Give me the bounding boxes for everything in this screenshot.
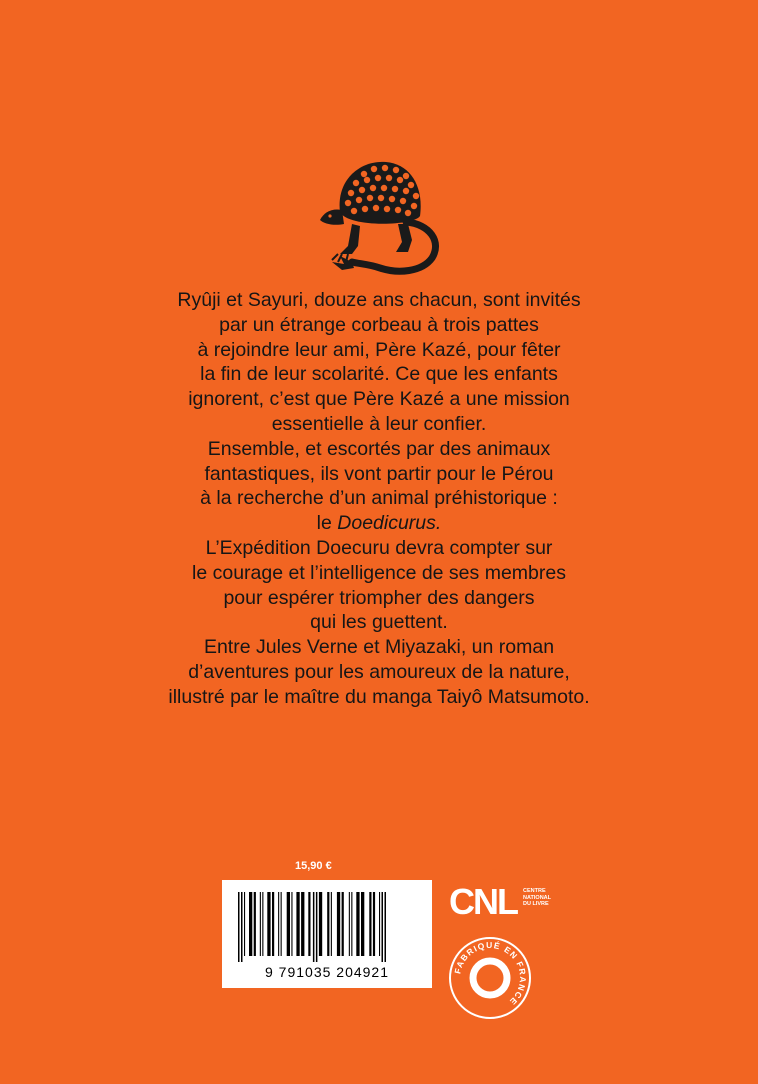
blurb-line: Entre Jules Verne et Miyazaki, un roman xyxy=(203,636,555,659)
barcode-bar xyxy=(291,892,292,956)
cnl-logo xyxy=(449,882,559,922)
barcode-bar xyxy=(254,892,256,956)
blurb-line: par un étrange corbeau à trois pattes xyxy=(219,313,539,336)
barcode-bar xyxy=(349,892,350,956)
blurb-line: ignorent, c’est que Père Kazé a une mission xyxy=(188,388,570,411)
barcode-bar xyxy=(379,892,380,956)
blurb-line: le courage et l’intelligence de ses membres xyxy=(192,561,566,584)
back-cover-blurb xyxy=(40,288,718,710)
blurb-line: à rejoindre leur ami, Père Kazé, pour fêter xyxy=(197,338,561,361)
barcode-bar xyxy=(369,892,371,956)
fabrique-en-france-badge xyxy=(448,936,532,1020)
barcode-bar xyxy=(313,892,315,962)
barcode-bar xyxy=(262,892,263,956)
barcode-bar xyxy=(278,892,279,956)
cnl-caption-line: DU LIVRE xyxy=(523,901,549,907)
barcode-bar xyxy=(319,892,322,956)
blurb-le-prefix: le xyxy=(316,512,338,535)
barcode-bar xyxy=(287,892,290,956)
barcode-bar xyxy=(373,892,375,956)
barcode xyxy=(222,880,432,988)
barcode-bar xyxy=(327,892,329,956)
blurb-line: d’aventures pour les amoureux de la nature, xyxy=(188,660,570,683)
blurb-line: Ryûji et Sayuri, douze ans chacun, sont invités xyxy=(177,289,581,311)
doedicurus-italic: Doedicurus. xyxy=(337,512,442,535)
badge-text: FABRIQUÉ EN FRANCE xyxy=(452,939,529,1008)
blurb-line: illustré par le maître du manga Taiyô Matsumoto. xyxy=(168,685,590,708)
barcode-bar xyxy=(361,892,364,956)
barcode-bar xyxy=(331,892,332,956)
barcode-bar xyxy=(249,892,252,956)
blurb-line: fantastiques, ils vont partir pour le Pérou xyxy=(204,462,554,485)
barcode-bar xyxy=(337,892,340,956)
barcode-bar xyxy=(356,892,359,956)
blurb-line-doedicurus xyxy=(40,511,718,536)
blurb-line: à la recherche d’un animal préhistorique : xyxy=(200,487,558,510)
barcode-bars xyxy=(234,892,420,962)
barcode-bar xyxy=(351,892,352,956)
doedicurus-illustration xyxy=(318,150,444,280)
barcode-bar xyxy=(308,892,310,956)
cnl-logo-letters: CNL xyxy=(449,881,517,922)
barcode-bar xyxy=(296,892,299,956)
barcode-bar xyxy=(342,892,344,956)
blurb-line: essentielle à leur confier. xyxy=(271,412,487,435)
barcode-bar xyxy=(272,892,274,956)
cnl-caption-line: CENTRE xyxy=(523,888,546,894)
blurb-line: Ensemble, et escortés par des animaux xyxy=(207,437,551,460)
barcode-bar xyxy=(281,892,282,956)
barcode-bar xyxy=(238,892,240,962)
barcode-bar xyxy=(316,892,318,962)
barcode-bar xyxy=(301,892,304,956)
isbn-number: 9 791035 204921 xyxy=(265,964,389,980)
blurb-line: qui les guettent. xyxy=(310,611,448,634)
blurb-line: L’Expédition Doecuru devra compter sur xyxy=(205,536,553,559)
cnl-caption-line: NATIONAL xyxy=(523,894,552,901)
barcode-bar xyxy=(382,892,384,962)
barcode-bar xyxy=(260,892,261,956)
barcode-bar xyxy=(385,892,387,962)
blurb-line: la fin de leur scolarité. Ce que les enfants xyxy=(200,363,558,386)
cnl-logo-caption xyxy=(523,888,563,908)
barcode-bar xyxy=(241,892,243,962)
price-label: 15,90 € xyxy=(295,860,332,872)
barcode-bar xyxy=(244,892,245,956)
blurb-line: pour espérer triompher des dangers xyxy=(223,586,535,609)
barcode-bar xyxy=(267,892,270,956)
